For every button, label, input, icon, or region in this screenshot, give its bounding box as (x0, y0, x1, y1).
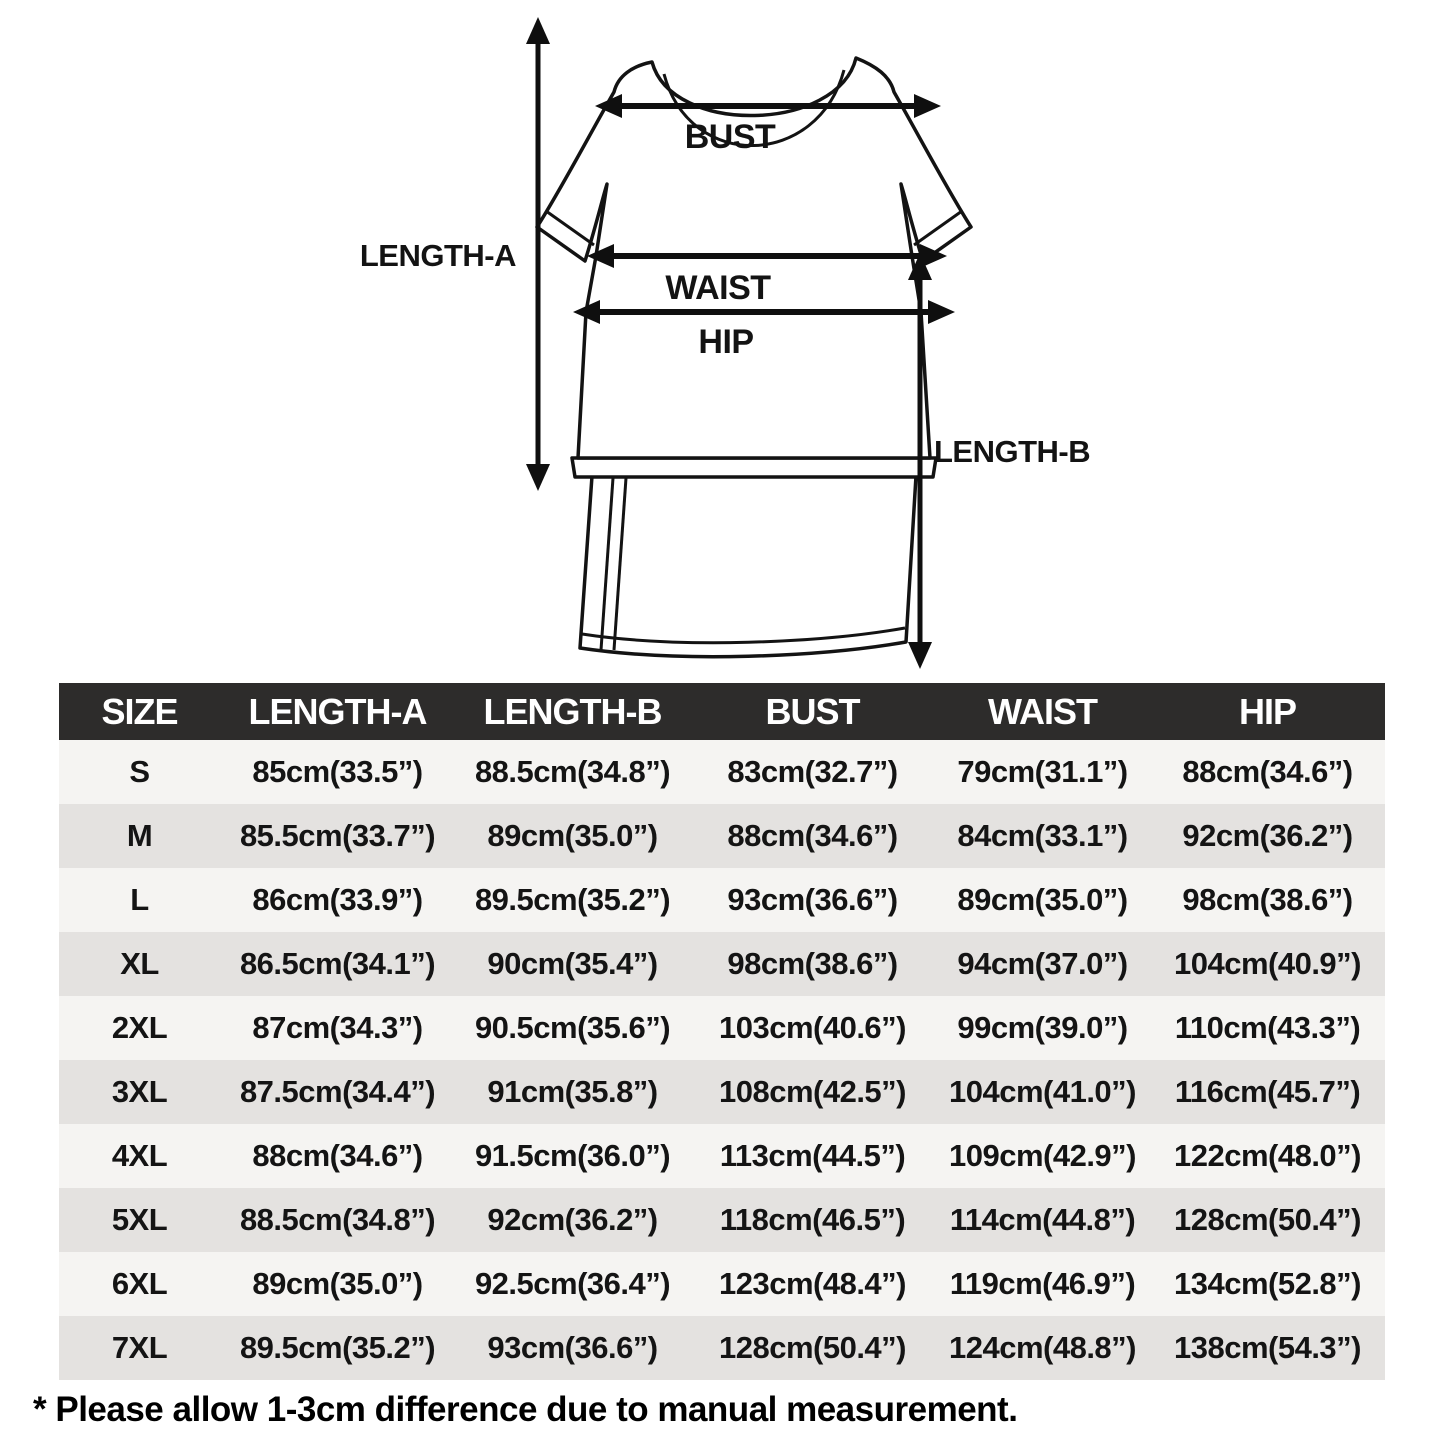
measurement-cell: 84cm(33.1”) (935, 804, 1150, 868)
measurement-cell: 92.5cm(36.4”) (455, 1252, 690, 1316)
measurement-cell: 123cm(48.4”) (690, 1252, 935, 1316)
measurement-cell: 86.5cm(34.1”) (220, 932, 455, 996)
size-cell: 4XL (59, 1124, 220, 1188)
column-header-length-a: LENGTH-A (220, 683, 455, 740)
measurement-cell: 124cm(48.8”) (935, 1316, 1150, 1380)
measurement-cell: 88cm(34.6”) (690, 804, 935, 868)
measurement-cell: 99cm(39.0”) (935, 996, 1150, 1060)
table-header-row (59, 683, 1385, 740)
measurement-cell: 88.5cm(34.8”) (455, 740, 690, 804)
length-a-arrow (526, 17, 550, 491)
measurement-cell: 92cm(36.2”) (455, 1188, 690, 1252)
tunic-hem-band (572, 458, 936, 477)
measurement-cell: 122cm(48.0”) (1150, 1124, 1385, 1188)
measurement-cell: 104cm(40.9”) (1150, 932, 1385, 996)
size-cell: 2XL (59, 996, 220, 1060)
measurement-cell: 109cm(42.9”) (935, 1124, 1150, 1188)
garment-measurement-diagram (0, 0, 1445, 683)
measurement-cell: 104cm(41.0”) (935, 1060, 1150, 1124)
measurement-cell: 128cm(50.4”) (690, 1316, 935, 1380)
size-cell: M (59, 804, 220, 868)
measurement-cell: 88cm(34.6”) (1150, 740, 1385, 804)
table-row (59, 996, 1385, 1060)
measurement-cell: 116cm(45.7”) (1150, 1060, 1385, 1124)
column-header-size: SIZE (59, 683, 220, 740)
size-cell: 3XL (59, 1060, 220, 1124)
column-header-bust: BUST (690, 683, 935, 740)
size-cell: 6XL (59, 1252, 220, 1316)
table-row (59, 868, 1385, 932)
column-header-waist: WAIST (935, 683, 1150, 740)
measurement-cell: 108cm(42.5”) (690, 1060, 935, 1124)
measurement-cell: 128cm(50.4”) (1150, 1188, 1385, 1252)
measurement-cell: 89cm(35.0”) (455, 804, 690, 868)
size-table (59, 683, 1385, 1380)
table-row (59, 1060, 1385, 1124)
measurement-cell: 89.5cm(35.2”) (455, 868, 690, 932)
measurement-cell: 114cm(44.8”) (935, 1188, 1150, 1252)
measurement-cell: 110cm(43.3”) (1150, 996, 1385, 1060)
column-header-hip: HIP (1150, 683, 1385, 740)
skirt-drawing (580, 476, 916, 657)
measurement-cell: 87cm(34.3”) (220, 996, 455, 1060)
table-row (59, 932, 1385, 996)
measurement-cell: 93cm(36.6”) (455, 1316, 690, 1380)
measurement-cell: 94cm(37.0”) (935, 932, 1150, 996)
measurement-cell: 90.5cm(35.6”) (455, 996, 690, 1060)
table-row (59, 1316, 1385, 1380)
bust-label: BUST (684, 118, 776, 156)
table-row (59, 1188, 1385, 1252)
length-b-label: LENGTH-B (934, 434, 1091, 469)
measurement-cell: 138cm(54.3”) (1150, 1316, 1385, 1380)
measurement-cell: 90cm(35.4”) (455, 932, 690, 996)
table-row (59, 804, 1385, 868)
size-cell: 7XL (59, 1316, 220, 1380)
size-cell: XL (59, 932, 220, 996)
size-cell: S (59, 740, 220, 804)
measurement-cell: 85cm(33.5”) (220, 740, 455, 804)
measurement-cell: 119cm(46.9”) (935, 1252, 1150, 1316)
measurement-cell: 89cm(35.0”) (220, 1252, 455, 1316)
measurement-cell: 93cm(36.6”) (690, 868, 935, 932)
measurement-cell: 89cm(35.0”) (935, 868, 1150, 932)
measurement-cell: 87.5cm(34.4”) (220, 1060, 455, 1124)
table-row (59, 740, 1385, 804)
measurement-cell: 79cm(31.1”) (935, 740, 1150, 804)
hip-label: HIP (698, 323, 754, 361)
measurement-cell: 113cm(44.5”) (690, 1124, 935, 1188)
measurement-cell: 103cm(40.6”) (690, 996, 935, 1060)
measurement-cell: 98cm(38.6”) (690, 932, 935, 996)
size-cell: 5XL (59, 1188, 220, 1252)
measurement-cell: 88.5cm(34.8”) (220, 1188, 455, 1252)
length-a-label: LENGTH-A (359, 238, 516, 273)
waist-label: WAIST (665, 269, 771, 307)
table-row (59, 1124, 1385, 1188)
measurement-cell: 86cm(33.9”) (220, 868, 455, 932)
measurement-cell: 134cm(52.8”) (1150, 1252, 1385, 1316)
measurement-cell: 88cm(34.6”) (220, 1124, 455, 1188)
measurement-cell: 91cm(35.8”) (455, 1060, 690, 1124)
column-header-length-b: LENGTH-B (455, 683, 690, 740)
measurement-cell: 118cm(46.5”) (690, 1188, 935, 1252)
measurement-cell: 89.5cm(35.2”) (220, 1316, 455, 1380)
table-row (59, 1252, 1385, 1316)
measurement-cell: 92cm(36.2”) (1150, 804, 1385, 868)
measurement-cell: 83cm(32.7”) (690, 740, 935, 804)
measurement-cell: 98cm(38.6”) (1150, 868, 1385, 932)
measurement-cell: 91.5cm(36.0”) (455, 1124, 690, 1188)
measurement-disclaimer: * Please allow 1-3cm difference due to manual measurement. (33, 1390, 1018, 1429)
measurement-cell: 85.5cm(33.7”) (220, 804, 455, 868)
size-cell: L (59, 868, 220, 932)
